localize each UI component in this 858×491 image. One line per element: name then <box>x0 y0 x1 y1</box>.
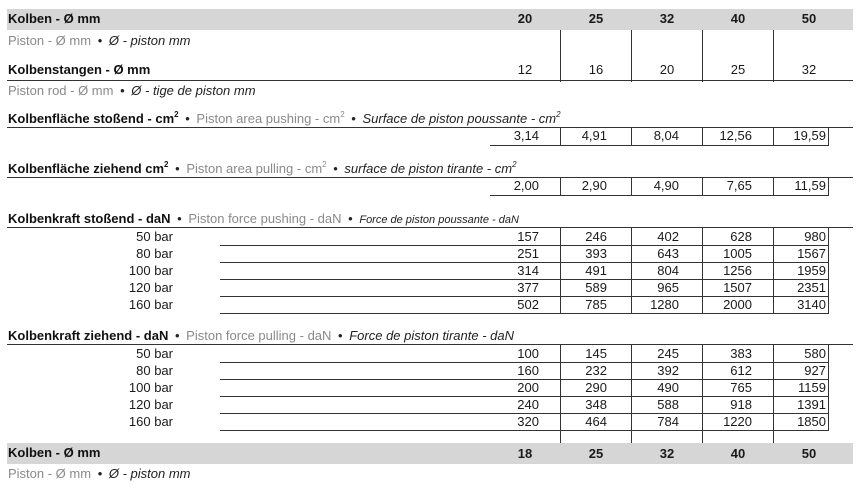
piston-diameter-value: 20 <box>517 11 533 26</box>
column-divider <box>828 228 829 313</box>
pull-force-value: 160 <box>517 363 539 378</box>
row-rule <box>7 227 853 228</box>
push-pressure-label: 160 bar <box>128 297 173 312</box>
column-divider <box>828 127 829 146</box>
column-divider <box>702 430 703 443</box>
piston-diameter-value: 40 <box>730 446 746 461</box>
rod-diameter-value: 25 <box>730 62 746 77</box>
row-rule <box>490 145 829 146</box>
rod-diameter-value: 32 <box>801 62 817 77</box>
push-force-value: 1959 <box>797 263 826 278</box>
column-divider <box>702 228 703 313</box>
piston-diameter-subtitle <box>8 466 191 482</box>
push-force-value: 1256 <box>723 263 752 278</box>
pull-force-value: 765 <box>730 380 752 395</box>
force-pushing-label-en: Piston force pushing - daN <box>188 211 342 226</box>
bullet-separator: • <box>97 33 103 48</box>
piston-diameter-value: 25 <box>588 11 604 26</box>
row-rule <box>490 195 829 196</box>
pull-force-value: 200 <box>517 380 539 395</box>
pull-force-value: 784 <box>657 414 679 429</box>
pull-pressure-label: 160 bar <box>128 414 173 429</box>
pull-pressure-label: 120 bar <box>128 397 173 412</box>
push-force-value: 251 <box>517 246 539 261</box>
push-force-value: 491 <box>585 263 607 278</box>
rod-diameter-value: 20 <box>659 62 675 77</box>
push-force-value: 314 <box>517 263 539 278</box>
bullet-separator: • <box>348 211 353 226</box>
column-divider <box>631 228 632 313</box>
rod-diameter-value: 12 <box>517 62 533 77</box>
row-rule <box>220 430 829 431</box>
pull-force-value: 1220 <box>723 414 752 429</box>
rod-diameter-label-fr: Ø - tige de piston mm <box>131 83 256 98</box>
column-divider <box>773 430 774 443</box>
row-rule <box>220 313 829 314</box>
piston-diameter-value: 32 <box>659 11 675 26</box>
bullet-separator: • <box>175 161 180 176</box>
push-force-value: 2351 <box>797 280 826 295</box>
piston-diameter-value: 32 <box>659 446 675 461</box>
push-force-value: 980 <box>804 229 826 244</box>
bullet-separator: • <box>97 466 103 481</box>
piston-diameter-value: 18 <box>517 446 533 461</box>
rod-diameter-value: 16 <box>588 62 604 77</box>
pull-force-value: 348 <box>585 397 607 412</box>
push-pressure-label: 100 bar <box>128 263 173 278</box>
area-pushing-value: 8,04 <box>653 128 679 143</box>
area-pushing-label-fr: Surface de piston poussante - $cm^2$ <box>362 110 561 126</box>
push-force-value: 628 <box>730 229 752 244</box>
area-pushing-value: 3,14 <box>513 128 539 143</box>
push-force-value: 1280 <box>650 297 679 312</box>
push-force-value: 643 <box>657 246 679 261</box>
force-pulling-label-de: Kolbenkraft ziehend - daN <box>8 328 169 343</box>
area-pushing-value: 12,56 <box>719 128 752 143</box>
pull-force-value: 392 <box>657 363 679 378</box>
piston-diameter-label-de: Kolben - Ø mm <box>8 445 101 460</box>
pull-force-value: 320 <box>517 414 539 429</box>
push-pressure-label: 120 bar <box>128 280 173 295</box>
piston-diameter-label-en: Piston - Ø mm <box>8 466 92 481</box>
column-divider <box>773 228 774 313</box>
push-force-value: 157 <box>517 229 539 244</box>
pull-force-value: 580 <box>804 346 826 361</box>
piston-diameter-value: 25 <box>588 446 604 461</box>
push-force-value: 1005 <box>723 246 752 261</box>
pull-pressure-label: 50 bar <box>136 346 173 361</box>
rod-diameter-label-en: Piston rod - Ø mm <box>8 83 114 98</box>
pull-force-value: 100 <box>517 346 539 361</box>
push-force-value: 377 <box>517 280 539 295</box>
column-divider <box>828 177 829 196</box>
push-force-value: 3140 <box>797 297 826 312</box>
pull-force-value: 918 <box>730 397 752 412</box>
column-divider <box>702 345 703 430</box>
column-divider <box>560 345 561 430</box>
area-pushing-title <box>8 111 561 127</box>
pull-force-value: 927 <box>804 363 826 378</box>
piston-diameter-value: 50 <box>801 11 817 26</box>
area-pulling-value: 2,90 <box>581 178 607 193</box>
piston-diameter-label-en: Piston - Ø mm <box>8 33 92 48</box>
force-pushing-title <box>8 211 519 228</box>
push-force-value: 246 <box>585 229 607 244</box>
piston-diameter-label-de: Kolben - Ø mm <box>8 11 101 26</box>
pull-force-value: 1850 <box>797 414 826 429</box>
pull-pressure-label: 80 bar <box>136 363 173 378</box>
bullet-separator: • <box>185 111 190 126</box>
rod-diameter-subtitle <box>8 83 256 99</box>
push-force-value: 1507 <box>723 280 752 295</box>
bullet-separator: • <box>338 328 343 343</box>
bullet-separator: • <box>120 83 125 98</box>
force-pushing-label-fr: Force de piston poussante - daN <box>359 214 519 226</box>
area-pulling-title <box>8 161 517 177</box>
pull-force-value: 490 <box>657 380 679 395</box>
pull-force-value: 1159 <box>798 380 826 395</box>
column-divider <box>560 430 561 443</box>
row-rule <box>7 344 853 345</box>
push-force-value: 2000 <box>723 297 752 312</box>
pull-force-value: 1391 <box>797 397 826 412</box>
force-pushing-label-de: Kolbenkraft stoßend - daN <box>8 211 171 226</box>
area-pulling-label-fr: surface de piston tirante - $cm^2$ <box>344 160 517 176</box>
pull-force-value: 145 <box>585 346 607 361</box>
area-pulling-label-de: Kolbenfläche ziehend $cm^2$ <box>8 160 169 176</box>
push-force-value: 965 <box>657 280 679 295</box>
area-pushing-value: 4,91 <box>581 128 607 143</box>
force-pulling-title <box>8 328 514 344</box>
bullet-separator: • <box>177 211 182 226</box>
area-pulling-value: 2,00 <box>513 178 539 193</box>
force-pulling-label-en: Piston force pulling - daN <box>186 328 332 343</box>
area-pulling-label-en: Piston area pulling - $cm^2$ <box>186 160 327 176</box>
column-divider <box>773 345 774 430</box>
force-pulling-label-fr: Force de piston tirante - daN <box>349 328 514 343</box>
bullet-separator: • <box>174 328 180 343</box>
piston-diameter-value: 50 <box>801 446 817 461</box>
piston-diameter-subtitle <box>8 33 191 49</box>
row-rule <box>7 80 853 81</box>
push-pressure-label: 80 bar <box>136 246 173 261</box>
piston-diameter-label-fr: Ø - piston mm <box>108 33 191 48</box>
pull-force-value: 464 <box>585 414 607 429</box>
column-divider <box>631 345 632 430</box>
area-pushing-label-en: Piston area pushing - $cm^2$ <box>196 110 345 126</box>
area-pushing-value: 19,59 <box>793 128 826 143</box>
pull-force-value: 232 <box>585 363 607 378</box>
push-force-value: 785 <box>585 297 607 312</box>
push-pressure-label: 50 bar <box>136 229 173 244</box>
area-pulling-value: 4,90 <box>653 178 679 193</box>
pull-force-value: 290 <box>585 380 607 395</box>
pull-force-value: 612 <box>730 363 752 378</box>
pull-force-value: 383 <box>730 346 752 361</box>
push-force-value: 1567 <box>797 246 826 261</box>
column-divider <box>560 228 561 313</box>
area-pushing-label-de: Kolbenfläche stoßend - $cm^2$ <box>8 110 179 126</box>
pull-force-value: 245 <box>657 346 679 361</box>
push-force-value: 402 <box>657 229 679 244</box>
column-divider <box>631 430 632 443</box>
push-force-value: 502 <box>517 297 539 312</box>
area-pulling-value: 11,59 <box>794 178 826 193</box>
push-force-value: 393 <box>585 246 607 261</box>
push-force-value: 804 <box>657 263 679 278</box>
push-force-value: 589 <box>585 280 607 295</box>
pull-pressure-label: 100 bar <box>128 380 173 395</box>
area-pulling-value: 7,65 <box>726 178 752 193</box>
pull-force-value: 588 <box>657 397 679 412</box>
piston-diameter-label-fr: Ø - piston mm <box>108 466 191 481</box>
rod-diameter-label-de: Kolbenstangen - Ø mm <box>8 62 151 77</box>
pull-force-value: 240 <box>517 397 539 412</box>
bullet-separator: • <box>351 111 356 126</box>
bullet-separator: • <box>333 161 338 176</box>
column-divider <box>828 345 829 430</box>
piston-diameter-value: 40 <box>730 11 746 26</box>
